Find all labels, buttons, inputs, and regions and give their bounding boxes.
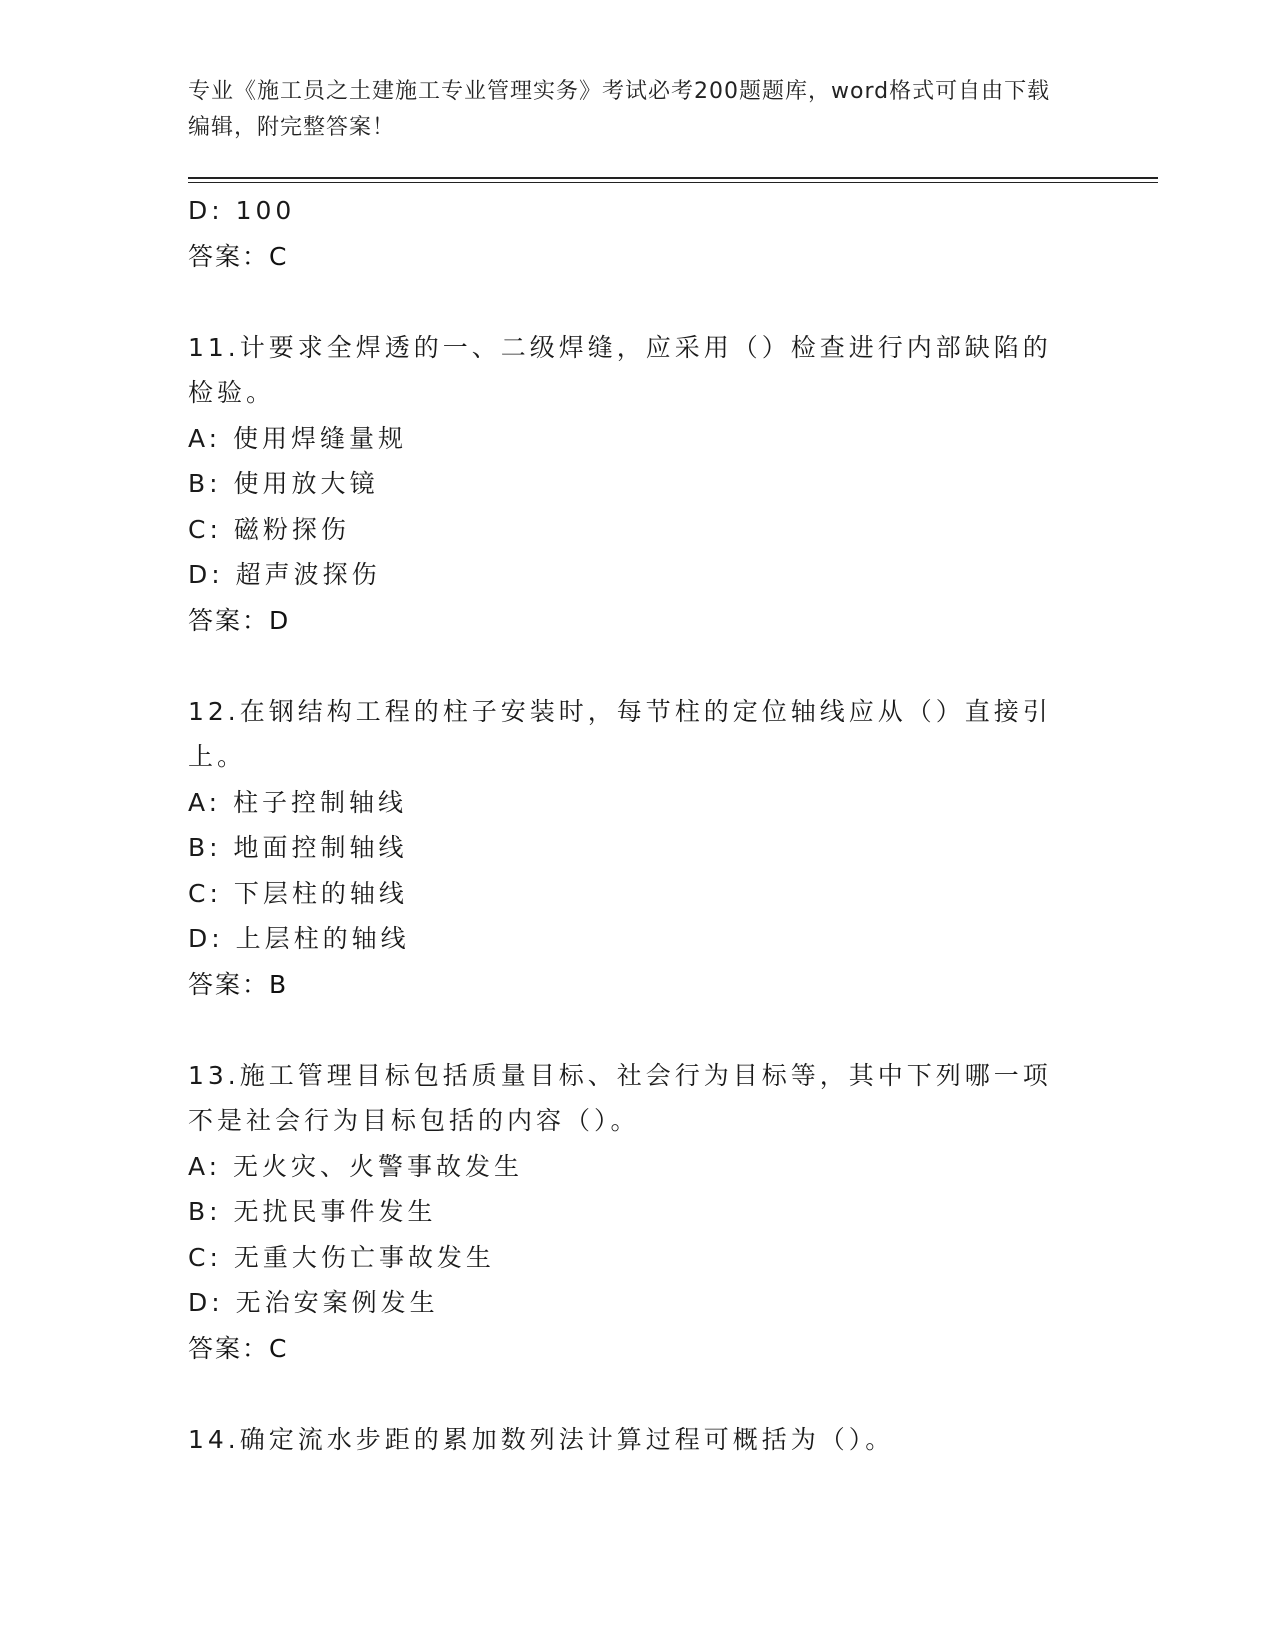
question-list bbox=[188, 188, 1088, 1462]
option-b: B: 地面控制轴线 bbox=[188, 833, 408, 862]
question-stem: 12.在钢结构工程的柱子安装时，每节柱的定位轴线应从（）直接引上。 bbox=[188, 696, 1052, 771]
answer: 答案：B bbox=[188, 969, 289, 999]
question-stem: 11.计要求全焊透的一、二级焊缝，应采用（）检查进行内部缺陷的检验。 bbox=[188, 332, 1052, 407]
header-rule-thin bbox=[188, 182, 1158, 183]
page-header: 专业《施工员之土建施工专业管理实务》考试必考200题题库，word格式可自由下载编辑，附完整答案！ bbox=[188, 79, 1051, 140]
option-c: C: 磁粉探伤 bbox=[188, 514, 350, 544]
option-b: B: 使用放大镜 bbox=[188, 469, 379, 498]
option-d: D: 上层柱的轴线 bbox=[188, 924, 410, 953]
option-c: C: 下层柱的轴线 bbox=[188, 878, 408, 908]
option-d: D: 超声波探伤 bbox=[188, 560, 381, 589]
answer: 答案：D bbox=[188, 605, 291, 635]
option-a: A: 无火灾、火警事故发生 bbox=[188, 1151, 524, 1181]
option-c: C: 无重大伤亡事故发生 bbox=[188, 1242, 495, 1272]
question-stem: 14.确定流水步距的累加数列法计算过程可概括为（）。 bbox=[188, 1424, 895, 1454]
option-a: A: 柱子控制轴线 bbox=[188, 787, 408, 817]
option-b: B: 无扰民事件发生 bbox=[188, 1197, 437, 1226]
option-a: A: 使用焊缝量规 bbox=[188, 423, 408, 453]
question-stem: 13.施工管理目标包括质量目标、社会行为目标等，其中下列哪一项不是社会行为目标包括的内容（）。 bbox=[188, 1060, 1052, 1135]
answer: 答案：C bbox=[188, 1333, 289, 1363]
option-d: D: 无治安案例发生 bbox=[188, 1288, 439, 1317]
answer: 答案：C bbox=[188, 241, 289, 271]
header-rule-thick bbox=[188, 177, 1158, 179]
option-d: D: 100 bbox=[188, 196, 296, 225]
